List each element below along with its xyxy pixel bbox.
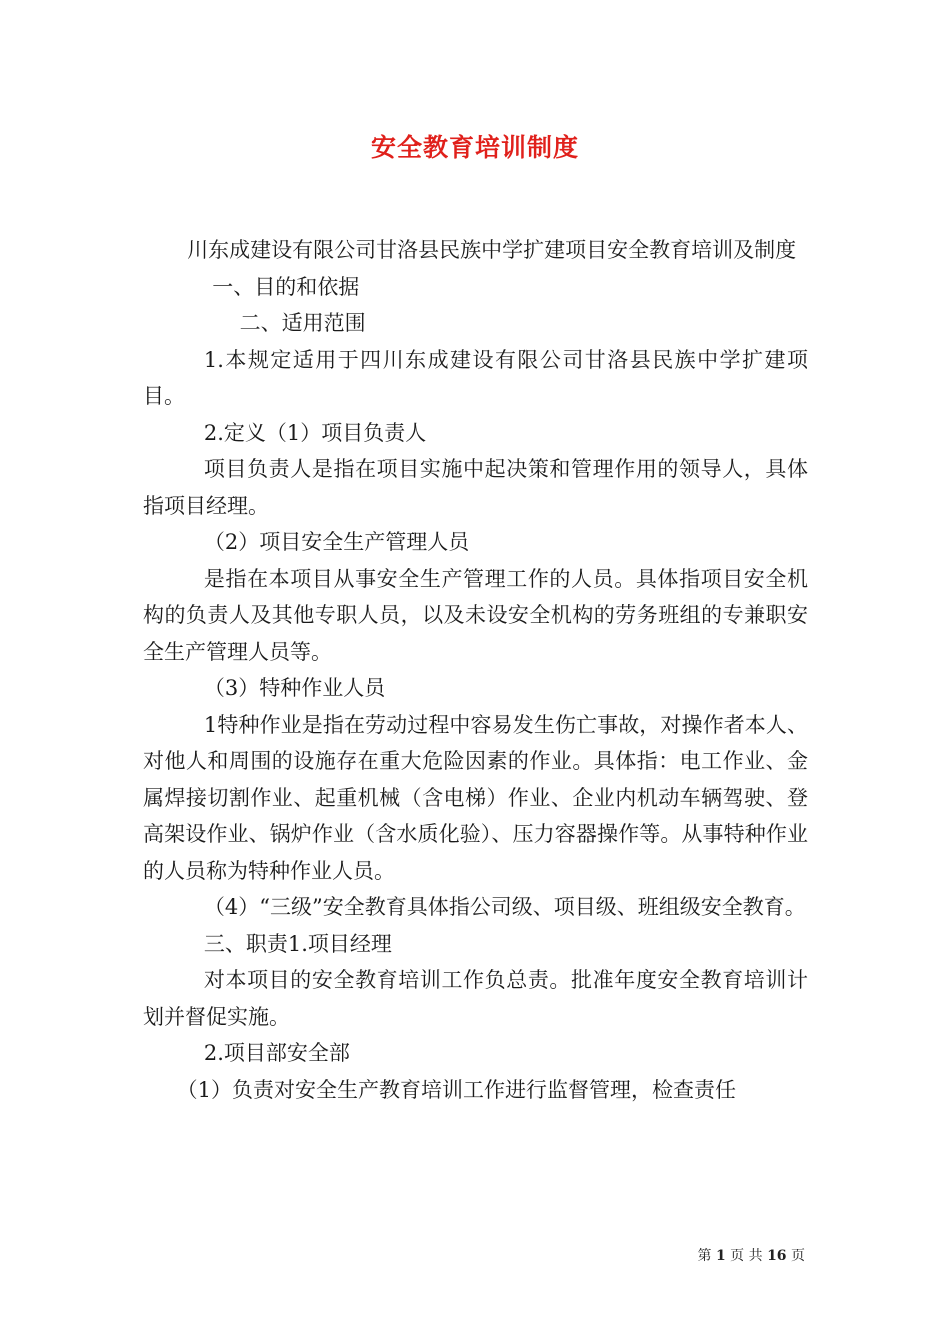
paragraph-safety-dept: 2.项目部安全部	[203, 1041, 350, 1065]
paragraph-special-workers: 1特种作业是指在劳动过程中容易发生伤亡事故，对操作者本人、对他人和周围的设施存在重大危险因素的作业。具体指：电工作业、金属焊接切割作业、起重机械（含电梯）作业、企业内机动车辆驾驶、登高架设作业、锅炉作业（含水质化验）、压力容器操作等。从事特种作业的人员称为特种作业人员。	[143, 712, 808, 883]
footer-suffix: 页	[791, 1248, 805, 1264]
footer-total-pages: 16	[767, 1248, 787, 1264]
paragraph-three-level: （4）“三级”安全教育具体指公司级、项目级、班组级安全教育。	[203, 895, 806, 919]
paragraph-safety-staff-heading: （2）项目安全生产管理人员	[203, 530, 470, 554]
paragraph-safety-staff: 是指在本项目从事安全生产管理工作的人员。具体指项目安全机构的负责人及其他专职人员，以及未设安全机构的劳务班组的专兼职安全生产管理人员等。	[143, 566, 808, 664]
paragraph-special-workers-heading: （3）特种作业人员	[203, 676, 386, 700]
footer-prefix: 第	[697, 1248, 712, 1264]
heading-scope: 二、适用范围	[239, 311, 366, 335]
paragraph-safety-dept-1: （1）负责对安全生产教育培训工作进行监督管理，检查责任	[176, 1077, 736, 1102]
footer-page-number: 1	[715, 1248, 726, 1264]
footer-middle: 页 共	[730, 1248, 763, 1264]
paragraph-intro: 川东成建设有限公司甘洛县民族中学扩建项目安全教育培训及制度	[187, 238, 797, 262]
page-footer	[698, 1245, 806, 1265]
paragraph-project-leader: 项目负责人是指在项目实施中起决策和管理作用的领导人，具体指项目经理。	[143, 457, 808, 518]
paragraph-scope-1: 1.本规定适用于四川东成建设有限公司甘洛县民族中学扩建项目。	[143, 347, 808, 408]
document-body	[143, 232, 808, 1108]
paragraph-manager-duties: 对本项目的安全教育培训工作负总责。批准年度安全教育培训计划并督促实施。	[143, 968, 808, 1029]
paragraph-definition: 2.定义（1）项目负责人	[203, 420, 427, 445]
heading-purpose: 一、目的和依据	[212, 274, 360, 299]
page-title: 安全教育培训制度	[370, 133, 579, 162]
heading-duties: 三、职责1.项目经理	[203, 931, 392, 956]
